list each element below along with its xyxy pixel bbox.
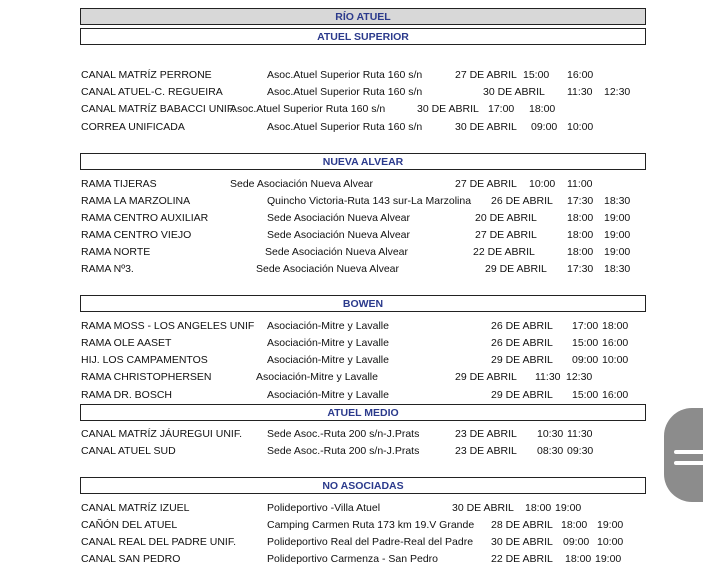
start-time: 18:00 xyxy=(567,229,594,241)
end-time: 18:30 xyxy=(604,195,631,207)
venue: Sede Asoc.-Ruta 200 s/n-J.Prats xyxy=(267,428,420,440)
date: 30 DE ABRIL xyxy=(455,121,517,133)
section-header-superior: ATUEL SUPERIOR xyxy=(80,28,646,45)
start-time: 11:30 xyxy=(535,371,561,383)
table-row xyxy=(0,262,703,276)
table-row xyxy=(0,85,703,99)
channel-name: CANAL ATUEL SUD xyxy=(81,445,176,457)
start-time: 17:30 xyxy=(567,195,594,207)
channel-name: HIJ. LOS CAMPAMENTOS xyxy=(81,354,208,366)
start-time: 10:00 xyxy=(529,178,556,190)
venue: Sede Asociación Nueva Alvear xyxy=(256,263,400,275)
table-row xyxy=(0,177,703,191)
venue: Sede Asociación Nueva Alvear xyxy=(230,178,374,190)
end-time: 19:00 xyxy=(604,246,631,258)
table-row xyxy=(0,319,703,333)
date: 26 DE ABRIL xyxy=(491,337,553,349)
table-row xyxy=(0,552,703,566)
channel-name: CAÑÓN DEL ATUEL xyxy=(81,519,178,531)
table-row xyxy=(0,535,703,549)
date: 27 DE ABRIL xyxy=(475,229,537,241)
start-time: 18:00 xyxy=(567,212,594,224)
channel-name: CANAL MATRÍZ IZUEL xyxy=(81,502,190,514)
table-row xyxy=(0,228,703,242)
date: 30 DE ABRIL xyxy=(417,103,479,115)
table-row xyxy=(0,444,703,458)
date: 29 DE ABRIL xyxy=(455,371,517,383)
channel-name: CANAL REAL DEL PADRE UNIF. xyxy=(81,536,237,548)
table-row xyxy=(0,245,703,259)
date: 27 DE ABRIL xyxy=(455,178,517,190)
channel-name: RAMA DR. BOSCH xyxy=(81,389,173,401)
venue: Asoc.Atuel Superior Ruta 160 s/n xyxy=(267,69,423,81)
channel-name: RAMA Nº3. xyxy=(81,263,134,275)
table-row xyxy=(0,211,703,225)
date: 30 DE ABRIL xyxy=(483,86,545,98)
end-time: 11:00 xyxy=(567,178,593,190)
date: 29 DE ABRIL xyxy=(491,389,553,401)
table-row xyxy=(0,353,703,367)
end-time: 16:00 xyxy=(602,337,629,349)
channel-name: RAMA OLE AASET xyxy=(81,337,172,349)
start-time: 09:00 xyxy=(572,354,599,366)
table-row xyxy=(0,336,703,350)
venue: Asociación-Mitre y Lavalle xyxy=(267,337,389,349)
start-time: 18:00 xyxy=(567,246,594,258)
start-time: 18:00 xyxy=(561,519,588,531)
venue: Sede Asoc.-Ruta 200 s/n-J.Prats xyxy=(267,445,420,457)
end-time: 16:00 xyxy=(602,389,629,401)
table-row xyxy=(0,501,703,515)
section-header-medio: ATUEL MEDIO xyxy=(80,404,646,421)
venue: Polideportivo -Villa Atuel xyxy=(267,502,381,514)
date: 30 DE ABRIL xyxy=(452,502,514,514)
start-time: 08:30 xyxy=(537,445,564,457)
channel-name: RAMA CENTRO AUXILIAR xyxy=(81,212,209,224)
channel-name: RAMA LA MARZOLINA xyxy=(81,195,191,207)
date: 23 DE ABRIL xyxy=(455,445,517,457)
end-time: 18:00 xyxy=(602,320,629,332)
table-row xyxy=(0,68,703,82)
date: 28 DE ABRIL xyxy=(491,519,553,531)
start-time: 11:30 xyxy=(567,86,593,98)
channel-name: CANAL SAN PEDRO xyxy=(81,553,181,565)
channel-name: CANAL ATUEL-C. REGUEIRA xyxy=(81,86,223,98)
venue: Polideportivo Real del Padre-Real del Padre xyxy=(267,536,474,548)
channel-name: CANAL MATRÍZ BABACCI UNIF. xyxy=(81,103,236,115)
end-time: 10:00 xyxy=(602,354,629,366)
section-header-bowen: BOWEN xyxy=(80,295,646,312)
start-time: 09:00 xyxy=(531,121,558,133)
venue: Asoc.Atuel Superior Ruta 160 s/n xyxy=(267,121,423,133)
end-time: 18:00 xyxy=(529,103,556,115)
end-time: 19:00 xyxy=(604,212,631,224)
side-menu-button[interactable] xyxy=(664,408,703,502)
start-time: 18:00 xyxy=(565,553,592,565)
table-row xyxy=(0,427,703,441)
start-time: 15:00 xyxy=(572,337,599,349)
venue: Asociación-Mitre y Lavalle xyxy=(267,320,389,332)
end-time: 19:00 xyxy=(604,229,631,241)
venue: Asociación-Mitre y Lavalle xyxy=(267,354,389,366)
end-time: 10:00 xyxy=(567,121,594,133)
section-header-noasoc: NO ASOCIADAS xyxy=(80,477,646,494)
start-time: 09:00 xyxy=(563,536,590,548)
date: 30 DE ABRIL xyxy=(491,536,553,548)
date: 29 DE ABRIL xyxy=(491,354,553,366)
venue: Asoc.Atuel Superior Ruta 160 s/n xyxy=(230,103,386,115)
end-time: 19:00 xyxy=(595,553,622,565)
channel-name: RAMA CENTRO VIEJO xyxy=(81,229,192,241)
date: 26 DE ABRIL xyxy=(491,195,553,207)
venue: Asoc.Atuel Superior Ruta 160 s/n xyxy=(267,86,423,98)
end-time: 09:30 xyxy=(567,445,594,457)
start-time: 17:00 xyxy=(572,320,599,332)
table-row xyxy=(0,194,703,208)
start-time: 15:00 xyxy=(523,69,550,81)
venue: Quincho Victoria-Ruta 143 sur-La Marzolina xyxy=(267,195,472,207)
river-title: RÍO ATUEL xyxy=(80,8,646,25)
venue: Sede Asociación Nueva Alvear xyxy=(267,212,411,224)
start-time: 17:30 xyxy=(567,263,594,275)
table-row xyxy=(0,518,703,532)
channel-name: CORREA UNIFICADA xyxy=(81,121,185,133)
date: 20 DE ABRIL xyxy=(475,212,537,224)
start-time: 18:00 xyxy=(525,502,552,514)
table-row xyxy=(0,388,703,402)
start-time: 15:00 xyxy=(572,389,599,401)
channel-name: RAMA CHRISTOPHERSEN xyxy=(81,371,212,383)
table-row xyxy=(0,120,703,134)
channel-name: RAMA MOSS - LOS ANGELES UNIF xyxy=(81,320,255,332)
table-row xyxy=(0,102,703,116)
venue: Camping Carmen Ruta 173 km 19.V Grande xyxy=(267,519,475,531)
start-time: 17:00 xyxy=(488,103,515,115)
end-time: 19:00 xyxy=(555,502,582,514)
end-time: 12:30 xyxy=(604,86,631,98)
end-time: 16:00 xyxy=(567,69,594,81)
end-time: 12:30 xyxy=(566,371,593,383)
venue: Sede Asociación Nueva Alvear xyxy=(267,229,411,241)
date: 22 DE ABRIL xyxy=(473,246,535,258)
channel-name: RAMA TIJERAS xyxy=(81,178,157,190)
end-time: 19:00 xyxy=(597,519,624,531)
venue: Asociación-Mitre y Lavalle xyxy=(256,371,378,383)
venue: Polideportivo Carmenza - San Pedro xyxy=(267,553,439,565)
end-time: 11:30 xyxy=(567,428,593,440)
end-time: 18:30 xyxy=(604,263,631,275)
channel-name: CANAL MATRÍZ PERRONE xyxy=(81,69,212,81)
date: 26 DE ABRIL xyxy=(491,320,553,332)
table-row xyxy=(0,370,703,384)
venue: Asociación-Mitre y Lavalle xyxy=(267,389,389,401)
channel-name: CANAL MATRÍZ JÁUREGUI UNIF. xyxy=(81,428,243,440)
date: 23 DE ABRIL xyxy=(455,428,517,440)
date: 22 DE ABRIL xyxy=(491,553,553,565)
venue: Sede Asociación Nueva Alvear xyxy=(265,246,409,258)
end-time: 10:00 xyxy=(597,536,624,548)
channel-name: RAMA NORTE xyxy=(81,246,151,258)
date: 27 DE ABRIL xyxy=(455,69,517,81)
section-header-alvear: NUEVA ALVEAR xyxy=(80,153,646,170)
start-time: 10:30 xyxy=(537,428,564,440)
date: 29 DE ABRIL xyxy=(485,263,547,275)
